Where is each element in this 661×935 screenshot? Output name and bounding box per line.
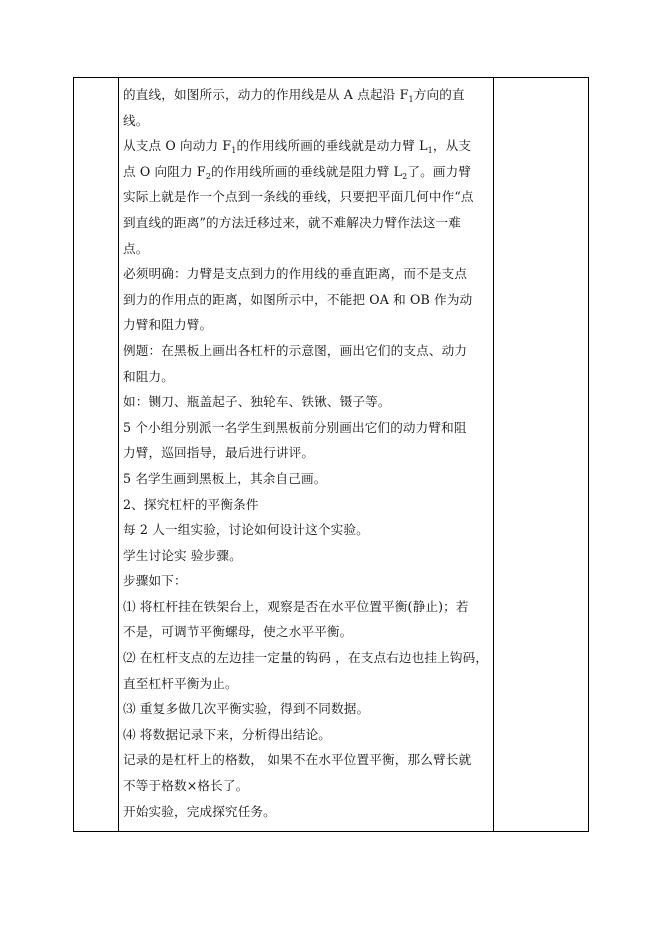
text-segment: 方向的直 xyxy=(413,87,465,102)
text-segment: 点 O 向阻力 F xyxy=(123,163,206,179)
text-segment: 的直线，如图所示，动力的作用线是从 A 点起沿 F xyxy=(123,87,409,102)
text-segment: 到力的作用点的距离，如图所示中，不能把 OA 和 OB 作为动 xyxy=(123,291,473,307)
subscript: 2 xyxy=(205,171,212,181)
text-line xyxy=(123,108,489,134)
text-segment: 2、探究杠杆的平衡条件 xyxy=(123,496,259,512)
text-segment: ，从支 xyxy=(432,138,472,154)
text-segment: 每 2 人一组实验，讨论如何设计这个实验。 xyxy=(123,522,369,538)
text-line xyxy=(123,722,489,748)
text-segment: 了。画力臂 xyxy=(407,163,472,179)
left-column-cell xyxy=(74,78,119,831)
text-segment: 和阻力。 xyxy=(123,368,174,384)
text-segment: 的作用线所画的垂线就是动力臂 L xyxy=(236,138,428,154)
text-line xyxy=(123,568,489,594)
text-line xyxy=(123,543,489,569)
text-segment: 步骤如下： xyxy=(123,573,187,589)
text-segment: 必须明确：力臂是支点到力的作用线的垂直距离，而不是支点 xyxy=(123,266,468,282)
text-segment: 实际上就是作一个点到一条线的垂线，只要把平面几何中作“点 xyxy=(123,189,474,205)
text-line xyxy=(123,696,489,722)
text-line xyxy=(123,210,489,236)
text-line xyxy=(123,492,489,518)
subscript: 2 xyxy=(402,171,408,181)
text-segment: 从支点 O 向动力 F xyxy=(123,138,232,154)
text-line xyxy=(123,415,489,441)
text-segment: 5 名学生画到黑板上，其余自己画。 xyxy=(123,470,327,486)
text-line xyxy=(123,261,489,287)
text-line xyxy=(123,236,489,262)
text-segment: ⑷ 将数据记录下来，分析得出结论。 xyxy=(123,726,332,742)
text-segment: 直至杠杆平衡为止。 xyxy=(123,675,238,691)
text-line xyxy=(123,389,489,415)
text-line xyxy=(123,594,489,620)
text-line xyxy=(123,799,489,825)
text-segment: 到直线的距离”的方法迁移过来，就不难解决力臂作法这一难 xyxy=(123,214,461,230)
text-line xyxy=(123,466,489,492)
text-line xyxy=(123,287,489,313)
text-segment: ⑴ 将杠杆挂在铁架台上，观察是否在水平位置平衡(静止)；若 xyxy=(123,598,469,614)
text-segment: 如：铡刀、瓶盖起子、独轮车、铁锹、镊子等。 xyxy=(123,394,391,410)
text-line xyxy=(123,773,489,799)
text-line xyxy=(123,338,489,364)
subscript: 1 xyxy=(231,146,237,156)
text-segment: 例题：在黑板上画出各杠杆的示意图，画出它们的支点、动力 xyxy=(123,342,468,358)
subscript: 1 xyxy=(408,95,414,104)
text-line xyxy=(123,312,489,338)
text-line xyxy=(123,645,489,671)
text-segment: 力臂，巡回指导，最后进行讲评。 xyxy=(123,445,315,461)
text-segment: 开始实验，完成探究任务。 xyxy=(123,803,276,819)
text-line xyxy=(123,517,489,543)
lesson-table xyxy=(73,77,589,832)
text-line xyxy=(123,82,489,108)
text-segment: 不是，可调节平衡螺母，使之水平平衡。 xyxy=(123,624,353,640)
text-line xyxy=(123,364,489,390)
text-segment: 点。 xyxy=(123,240,149,256)
text-line xyxy=(123,184,489,210)
text-segment: 不等于格数×格长了。 xyxy=(123,778,249,794)
text-segment: 的作用线所画的垂线就是阻力臂 L xyxy=(211,163,403,179)
text-line xyxy=(123,619,489,645)
text-segment: 记录的是杠杆上的格数， 如果不在水平位置平衡，那么臂长就 xyxy=(123,752,472,768)
text-segment: 力臂和阻力臂。 xyxy=(123,317,213,333)
text-segment: 5 个小组分别派一名学生到黑板前分别画出它们的动力臂和阻 xyxy=(123,419,467,435)
text-segment: 学生讨论实 验步骤。 xyxy=(123,547,242,563)
text-segment: 线。 xyxy=(123,112,149,128)
text-line xyxy=(123,159,489,185)
right-column-cell xyxy=(494,78,588,831)
text-line xyxy=(123,133,489,159)
text-line xyxy=(123,440,489,466)
text-line xyxy=(123,747,489,773)
subscript: 1 xyxy=(427,146,433,156)
text-line xyxy=(123,671,489,697)
text-segment: ⑵ 在杠杆支点的左边挂一定量的钩码 ，在支点右边也挂上钩码， xyxy=(123,650,489,666)
content-column-cell xyxy=(119,78,494,831)
text-segment: ⑶ 重复多做几次平衡实验，得到不同数据。 xyxy=(123,701,370,717)
